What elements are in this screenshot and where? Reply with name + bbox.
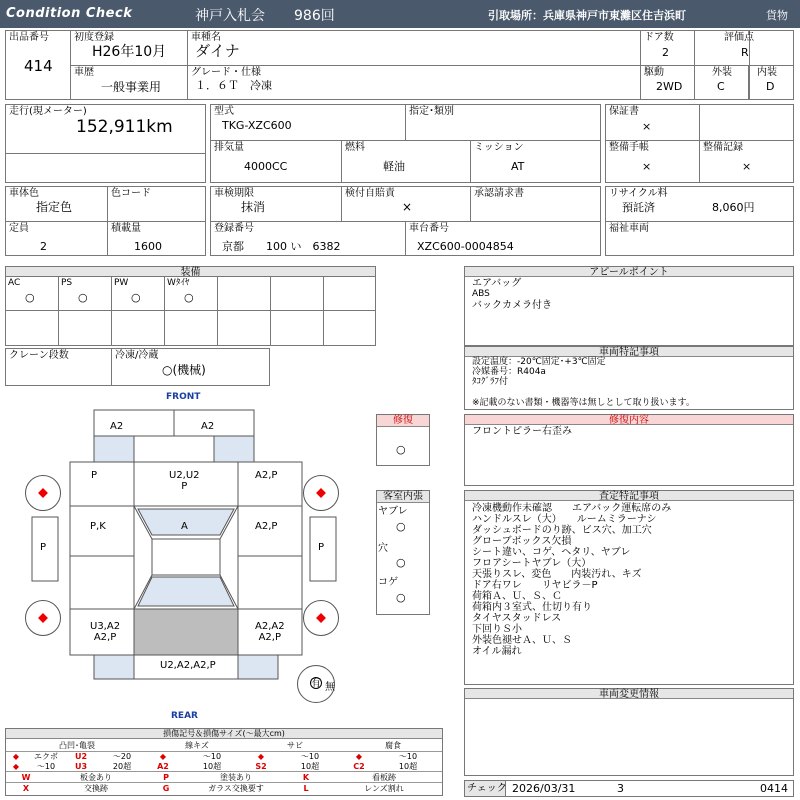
inspection-note: ハンドルスレ（大） ルームミラーナシ — [472, 514, 657, 525]
rear-label: REAR — [171, 711, 198, 721]
rear-left-text: U3,A2 A2,P — [90, 621, 121, 643]
area-hood — [169, 470, 200, 492]
fuel: 軽油 — [383, 160, 405, 173]
equip-ps-mark: ○ — [78, 291, 88, 304]
legend-code: X — [22, 784, 30, 793]
inspection-note: 荷箱Ａ、Ｕ、Ｓ、Ｃ — [472, 591, 562, 602]
legend-item: ～10 — [202, 752, 222, 761]
welfare-label: 福祉車両 — [609, 223, 649, 234]
inspection-note: 冷凍機動作未確認 エアバック運転席のみ — [472, 503, 672, 514]
capacity-label: 定員 — [9, 223, 29, 234]
score: R — [741, 46, 749, 59]
interior-yabure-label: ヤブレ — [378, 506, 408, 517]
legend-item: エクボ — [34, 752, 58, 761]
area-side-right: P — [318, 542, 325, 553]
legend-item: 塗装あり — [220, 773, 252, 782]
inspection-note: 外装色褪せＡ、Ｕ、Ｓ — [472, 635, 572, 646]
legend-item: 交換跡 — [84, 784, 108, 793]
legend-code: G — [162, 784, 170, 793]
manual-label: 整備手帳 — [609, 142, 649, 153]
legend-item: ガラス交換要す — [208, 784, 264, 793]
equip-ac-label: AC — [8, 278, 21, 288]
area-front-bumper-left: A2 — [110, 421, 124, 432]
model-type: TKG-XZC600 — [222, 119, 292, 132]
interior-koge-mark: ○ — [396, 591, 406, 604]
inspection-note: 天張りスレ、変色 内装汚れ、キズ — [472, 569, 642, 580]
interior-ana-label: 穴 — [378, 543, 388, 554]
legend-code: L — [303, 784, 309, 793]
legend-item: 20超 — [112, 762, 132, 771]
lot-number: 414 — [24, 57, 53, 75]
type-label: 型式 — [214, 106, 234, 117]
displacement-label: 排気量 — [214, 142, 244, 153]
model-label: 車種名 — [191, 32, 221, 43]
legend-group: 線キズ — [185, 741, 209, 750]
inspection-note: オイル漏れ — [472, 646, 522, 657]
special-title: 車両特記事項 — [465, 347, 793, 357]
displacement: 4000CC — [244, 160, 288, 173]
inspection-note: 下回りＳ小 — [472, 624, 522, 635]
special-line: 設定温度：-20℃固定･+3℃固定 — [472, 357, 606, 367]
approval-label: 承認請求書 — [474, 188, 524, 199]
pickup-location: 引取場所：兵庫県神戸市東灘区住吉浜町 — [488, 9, 686, 22]
legend-item: 10超 — [300, 762, 320, 771]
self-cert: × — [402, 200, 413, 214]
crane-label: クレーン段数 — [9, 350, 69, 361]
equip-pw-label: PW — [114, 278, 129, 288]
mileage-label: 走行(現メーター) — [9, 106, 87, 117]
area-rear-right — [255, 621, 285, 643]
chassis-label: 車台番号 — [409, 223, 449, 234]
wheel-rear-left — [25, 600, 61, 636]
model-name: ダイナ — [195, 42, 240, 60]
appeal-line: バックカメラ付き — [472, 300, 552, 311]
appeal-list — [472, 278, 552, 311]
score-label: 評価点 — [724, 32, 754, 43]
int-grade: D — [766, 80, 775, 93]
legend-item: ～10 — [300, 752, 320, 761]
inspection-notes-list — [472, 503, 671, 657]
int-label: 内装 — [757, 67, 777, 78]
inspection-label: 車検期限 — [214, 188, 254, 199]
interior-koge-label: コゲ — [378, 577, 398, 588]
legend-code: U3 — [74, 762, 88, 771]
legend-item: ～10 — [36, 762, 56, 771]
auction-session: 986回 — [294, 8, 335, 24]
first-reg: H26年10月 — [92, 44, 167, 60]
wheel-front-left — [25, 475, 61, 511]
inspection-notes-title: 査定特記事項 — [465, 491, 793, 501]
color-label: 車体色 — [9, 188, 39, 199]
interior-title: 客室内張 — [377, 491, 429, 503]
area-side-left: P — [40, 542, 47, 553]
brand-title: Condition Check — [6, 6, 133, 21]
self-cert-label: 検付自賠責 — [345, 188, 395, 199]
special-note: ※記載のない書類・機器等は無しとして取り扱います。 — [472, 398, 695, 408]
plate-label: 登録番号 — [214, 223, 254, 234]
legend-code: S2 — [255, 762, 267, 771]
legend-code: P — [163, 773, 169, 782]
legend-code: C2 — [353, 762, 365, 771]
legend-item: レンズ割れ — [364, 784, 404, 793]
inspection-note: ドア右ワレ リヤビラ－P — [472, 580, 598, 591]
area-door-right: A2,P — [255, 521, 278, 532]
mission-label: ミッション — [474, 142, 524, 153]
history: 一般事業用 — [101, 80, 162, 94]
front-label: FRONT — [166, 392, 201, 402]
legend-group: 腐食 — [385, 741, 401, 750]
equip-ac-mark: ○ — [25, 291, 35, 304]
interior-yabure-mark: ○ — [396, 520, 406, 533]
record: × — [742, 160, 752, 173]
ext-label: 外装 — [712, 67, 732, 78]
legend-item: 看板跡 — [372, 773, 396, 782]
lot-label: 出品番号 — [9, 32, 49, 43]
area-roof: A — [181, 521, 188, 532]
record-label: 整備記録 — [703, 142, 743, 153]
special-line: 冷媒番号：R404a — [472, 367, 546, 377]
inspection-note: フロアシートヤブレ（大） — [472, 558, 592, 569]
area-door-left: P,K — [90, 521, 106, 532]
inspection-note: ダッシュボードのり跡、ビス穴、加工穴 — [472, 525, 652, 536]
legend-code: U2 — [74, 752, 88, 761]
auction-name: 神戸入札会 — [195, 8, 265, 24]
chassis: XZC600-0004854 — [417, 240, 514, 253]
special-line: ﾀｺｸﾞﾗﾌ付 — [472, 377, 509, 387]
appeal-line: エアバッグ — [472, 278, 522, 289]
area-rear-left — [90, 621, 120, 643]
legend-item: 板金あり — [80, 773, 112, 782]
mission: AT — [511, 160, 525, 173]
repair-label: 修復 — [377, 415, 429, 427]
legend-item: ～20 — [112, 752, 132, 761]
repair-mark: ○ — [396, 443, 406, 456]
area-fender-right: A2,P — [255, 470, 278, 481]
change-title: 車両変更情報 — [465, 689, 793, 699]
equipment-title: 装備 — [6, 267, 375, 277]
repair-line: フロントピラー右歪み — [472, 426, 572, 437]
inspection-note: シート違い、コゲ、ヘタリ、ヤブレ — [472, 547, 631, 558]
legend-code: W — [21, 773, 31, 782]
repair-title: 修復内容 — [465, 415, 793, 425]
inspection-note: 荷箱内３室式、仕切り有り — [472, 602, 592, 613]
legend-item: ～10 — [398, 752, 418, 761]
warranty: × — [642, 120, 652, 133]
manual: × — [642, 160, 652, 173]
appeal-line: ABS — [472, 289, 490, 299]
recycle-label: リサイクル料 — [609, 188, 668, 199]
freezer-label: 冷凍/冷蔵 — [115, 350, 159, 361]
mileage: 152,911km — [76, 117, 173, 137]
warranty-label: 保証書 — [609, 106, 639, 117]
drive: 2WD — [656, 80, 683, 93]
area-rear-bumper: U2,A2,A2,P — [160, 660, 216, 671]
first-reg-label: 初度登録 — [74, 32, 114, 43]
cargo-label: 貨物 — [766, 9, 788, 22]
wheel-front-right — [303, 475, 339, 511]
area-fender-left: P — [91, 470, 98, 481]
check-label: チェック — [467, 783, 507, 794]
color-code-label: 色コード — [111, 188, 151, 199]
freezer-value: ○(機械) — [162, 363, 206, 377]
designation-label: 指定･類別 — [409, 106, 454, 117]
legend-table: 凸凹･亀裂 線キズ サビ 腐食 ◆ エクボ U2 ～20 ◆ ～10 ◆ ～10 ◆ ～10 ◆ ～10 U3 20超 A2 10超 S2 10超 C2 10超 W 板金あり P 塗装あり K 看板跡 X 交換跡 G ガラス交換要す L レンズ割れ — [6, 740, 442, 794]
equip-pw-mark: ○ — [131, 291, 141, 304]
equip-ps-label: PS — [61, 278, 73, 288]
doors: 2 — [662, 46, 669, 59]
spare-no: 無 — [325, 682, 335, 693]
load: 1600 — [134, 240, 162, 253]
fuel-label: 燃料 — [345, 142, 365, 153]
equip-wtire-mark: ○ — [184, 291, 194, 304]
check-date: 2026/03/31 — [512, 782, 576, 795]
check-num: 3 — [617, 782, 624, 795]
rear-right-text: A2,A2 A2,P — [255, 621, 285, 643]
hood-text: U2,U2 P — [169, 470, 200, 492]
equip-wtire-label: Wﾀｲﾔ — [167, 278, 190, 288]
legend-title: 損傷記号＆損傷サイズ(～最大cm) — [6, 729, 442, 739]
check-code: 0414 — [760, 782, 788, 795]
ext-grade: C — [717, 80, 725, 93]
load-label: 積載量 — [111, 223, 141, 234]
legend-group: 凸凹･亀裂 — [59, 741, 95, 750]
legend-item: 10超 — [398, 762, 418, 771]
drive-label: 駆動 — [644, 67, 664, 78]
grade-label: グレード・仕様 — [191, 67, 261, 78]
recycle-fee: 8,060円 — [712, 201, 755, 214]
spare-yes: 有 — [311, 678, 321, 689]
grade: １．６Ｔ 冷凍 — [195, 79, 272, 92]
capacity: 2 — [40, 240, 47, 253]
legend-group: サビ — [287, 741, 303, 750]
doors-label: ドア数 — [644, 32, 674, 43]
legend-item: 10超 — [202, 762, 222, 771]
special-list — [472, 357, 606, 387]
legend-code: K — [302, 773, 310, 782]
area-front-bumper-right: A2 — [201, 421, 215, 432]
inspection: 抹消 — [241, 200, 266, 214]
inspection-note: タイヤスタッドレス — [472, 613, 562, 624]
wheel-rear-right — [303, 600, 339, 636]
plate: 京都 100 い 6382 — [222, 240, 341, 253]
history-label: 車歴 — [74, 67, 94, 78]
appeal-title: アピールポイント — [465, 267, 793, 277]
body-color: 指定色 — [36, 200, 73, 214]
legend-code: A2 — [157, 762, 169, 771]
inspection-note: グローブボックス欠損 — [472, 536, 572, 547]
interior-ana-mark: ○ — [396, 556, 406, 569]
recycle-status: 預託済 — [622, 201, 655, 214]
